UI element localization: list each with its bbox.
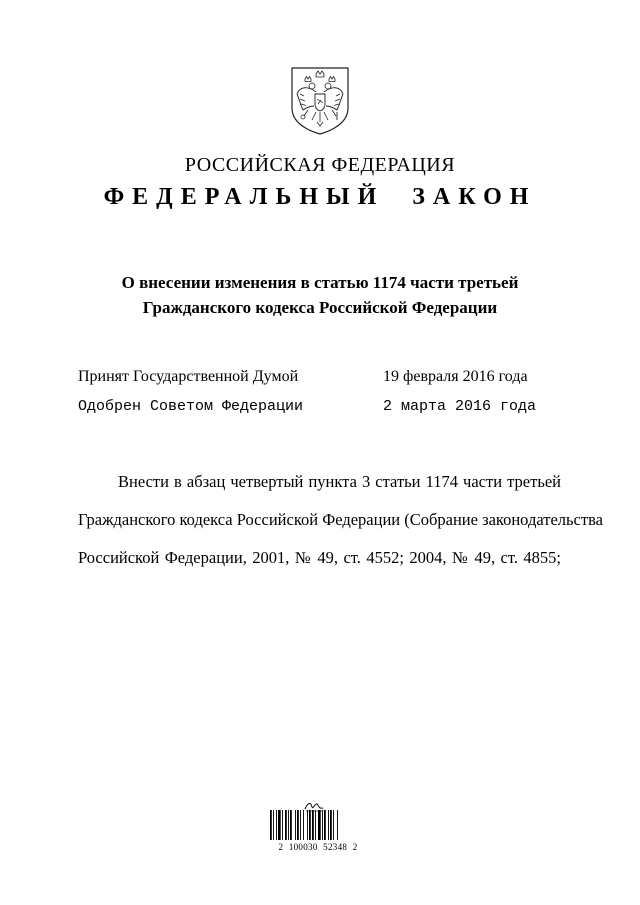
barcode-bar	[282, 810, 283, 840]
body-text-line: Гражданского кодекса Российской Федерации (Собрание законодательства	[78, 510, 603, 529]
barcode-bar	[285, 810, 287, 840]
barcode-bar	[322, 810, 323, 840]
barcode-bar	[300, 810, 301, 840]
barcode-bar	[309, 810, 311, 840]
law-title-line: О внесении изменения в статью 1174 части третьей	[121, 273, 519, 292]
approved-label: Одобрен Советом Федерации	[78, 398, 304, 415]
barcode-bar	[278, 810, 281, 840]
barcode-bar	[324, 810, 326, 840]
barcode-bar	[273, 810, 274, 840]
country-heading: РОССИЙСКАЯ ФЕДЕРАЦИЯ	[184, 154, 456, 176]
adopted-date: 19 февраля 2016 года	[383, 368, 528, 385]
barcode-bar	[303, 810, 304, 840]
barcode-bar	[328, 810, 329, 840]
barcode-bar	[288, 810, 289, 840]
body-text-line: Внести в абзац четвертый пункта 3 статьи 1174 части третьей	[118, 472, 561, 491]
document-type-heading: ФЕДЕРАЛЬНЫЙ ЗАКОН	[103, 184, 537, 210]
barcode-number: 2 100030 52348 2	[278, 842, 358, 852]
barcode-bar	[337, 810, 338, 840]
approved-date: 2 марта 2016 года	[383, 398, 537, 415]
law-title	[0, 270, 640, 320]
law-title-line: Гражданского кодекса Российской Федерации	[142, 298, 498, 317]
barcode-bar	[290, 810, 292, 840]
barcode-bar	[307, 810, 308, 840]
barcode-bar	[315, 810, 316, 840]
barcode-bar	[318, 810, 321, 840]
barcode-bar	[295, 810, 296, 840]
coat-of-arms-icon	[288, 64, 352, 136]
barcode-bar	[276, 810, 277, 840]
barcode-icon	[268, 810, 368, 846]
barcode-bar	[297, 810, 299, 840]
barcode-bar	[270, 810, 272, 840]
barcode-bar	[330, 810, 332, 840]
body-text-line: Российской Федерации, 2001, № 49, ст. 4552; 2004, № 49, ст. 4855;	[78, 548, 561, 567]
adopted-label: Принят Государственной Думой	[78, 368, 299, 385]
barcode-bar	[312, 810, 314, 840]
barcode-bar	[333, 810, 334, 840]
